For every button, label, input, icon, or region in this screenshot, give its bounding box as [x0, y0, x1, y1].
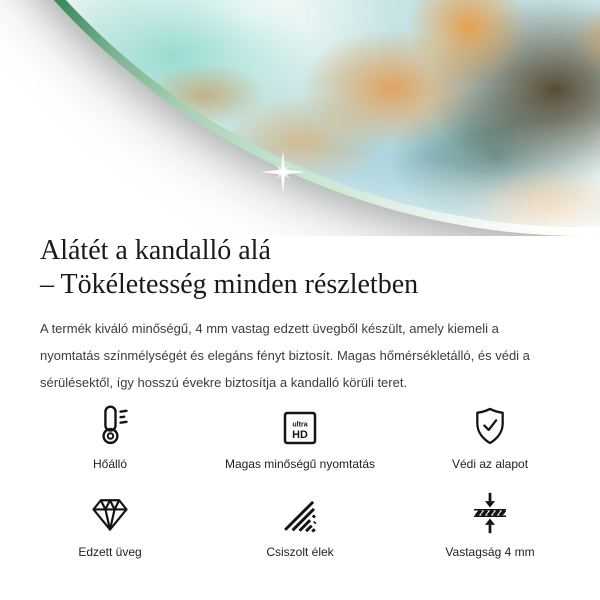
shield-check-icon — [469, 402, 511, 448]
polished-edges-icon — [278, 490, 322, 536]
diamond-icon — [86, 490, 134, 536]
thickness-icon — [468, 490, 512, 536]
title-line-2: – Tökéletesség minden részletben — [40, 269, 419, 300]
feature-print-quality — [205, 402, 395, 471]
thermometer-icon — [88, 402, 132, 448]
feature-label: Vastagság 4 mm — [445, 545, 535, 559]
page-title — [40, 234, 565, 302]
feature-heat-resistant — [15, 402, 205, 471]
feature-tempered-glass — [15, 490, 205, 559]
feature-thickness — [395, 490, 585, 559]
feature-label: Edzett üveg — [78, 545, 142, 559]
feature-polished-edges — [205, 490, 395, 559]
ultra-hd-text-top: ultra — [292, 420, 308, 429]
product-description: A termék kiváló minőségű, 4 mm vastag edzett üvegből készült, amely kiemeli a nyomtatás színmélységét és elegáns fényt biztosít. Magas hőmérsékletálló, és védi a sérülésektől, így hosszú évekre biztosítja a kandalló körüli teret. — [40, 321, 530, 390]
ultra-hd-text-bottom: HD — [292, 429, 308, 441]
feature-label: Védi az alapot — [451, 457, 529, 471]
copy-block — [40, 234, 565, 396]
feature-label: Magas minőségű nyomtatás — [224, 457, 376, 471]
feature-label: Hőálló — [92, 457, 128, 471]
feature-protects-base — [395, 402, 585, 471]
product-photo — [0, 0, 600, 236]
ultra-hd-icon — [280, 402, 320, 448]
title-line-1: Alátét a kandalló alá — [40, 235, 271, 266]
feature-label: Csiszolt élek — [266, 545, 334, 559]
feature-grid — [15, 402, 585, 559]
